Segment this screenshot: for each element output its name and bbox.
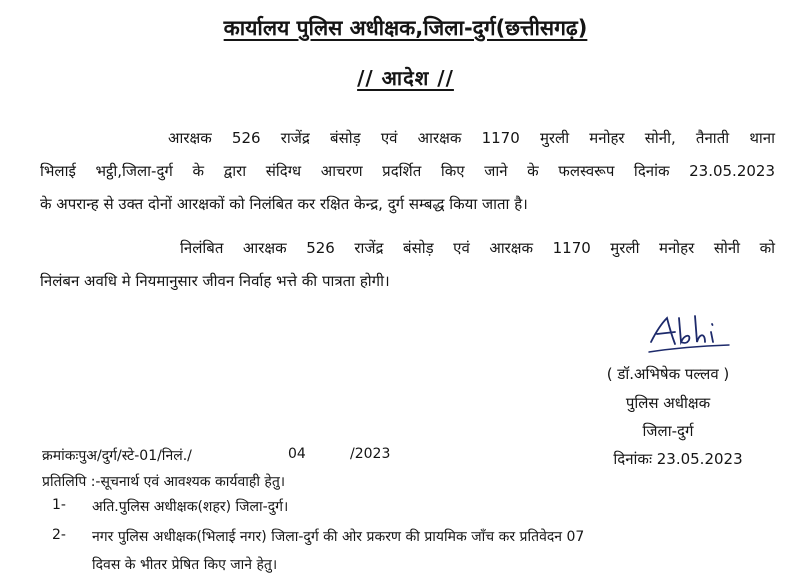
copy-item-text: नगर पुलिस अधीक्षक(भिलाई नगर) जिला-दुर्ग की ओर प्रकरण की प्रायमिक जाँच कर प्रतिवेदन 07 <box>92 529 585 545</box>
copy-item-text: अति.पुलिस अधीक्षक(शहर) जिला-दुर्ग। <box>92 499 289 515</box>
officer-district: जिला-दुर्ग <box>642 422 694 440</box>
office-title: कार्यालय पुलिस अधीक्षक,जिला-दुर्ग(छत्तीसगढ़) <box>223 16 588 40</box>
copy-to-heading: प्रतिलिपि :-सूचनार्थ एवं आवश्यक कार्यवाही हेतु। <box>42 474 286 490</box>
handwritten-signature <box>645 312 735 360</box>
order-heading: // आदेश // <box>357 66 454 90</box>
order-paragraph-2 <box>40 232 775 298</box>
paragraph-line: निलंबन अवधि मे नियमानुसार जीवन निर्वाह भत्ते की पात्रता होगी। <box>40 272 390 290</box>
paragraph-line: आरक्षक 526 राजेंद्र बंसोड़ एवं आरक्षक 1170 मुरली मनोहर सोनी, तैनाती थाना <box>168 129 775 147</box>
paragraph-line: भिलाई भट्ठी,जिला-दुर्ग के द्वारा संदिग्ध आचरण प्रदर्शित किए जाने के फलस्वरूप दिनांक 23.05.2023 <box>40 162 775 180</box>
paragraph-line: के अपरान्ह से उक्त दोनों आरक्षकों को निलंबित कर रक्षित केन्द्र, दुर्ग सम्बद्ध किया जाता है। <box>40 195 528 213</box>
order-date: दिनांकः 23.05.2023 <box>613 450 743 468</box>
reference-number: 04 <box>288 446 306 462</box>
officer-name: ( डॉ.अभिषेक पल्लव ) <box>606 365 730 383</box>
copy-item-number: 2- <box>52 527 66 543</box>
reference-number-prefix: क्रमांकःपुअ/दुर्ग/स्टे-01/निलं./ <box>42 448 192 464</box>
officer-designation: पुलिस अधीक्षक <box>625 394 711 412</box>
copy-item-text: दिवस के भीतर प्रेषित किए जाने हेतु। <box>92 557 278 573</box>
reference-year: /2023 <box>350 446 391 462</box>
copy-item-number: 1- <box>52 497 66 513</box>
paragraph-line: निलंबित आरक्षक 526 राजेंद्र बंसोड़ एवं आरक्षक 1170 मुरली मनोहर सोनी को <box>180 239 775 257</box>
order-paragraph-1 <box>40 122 775 221</box>
